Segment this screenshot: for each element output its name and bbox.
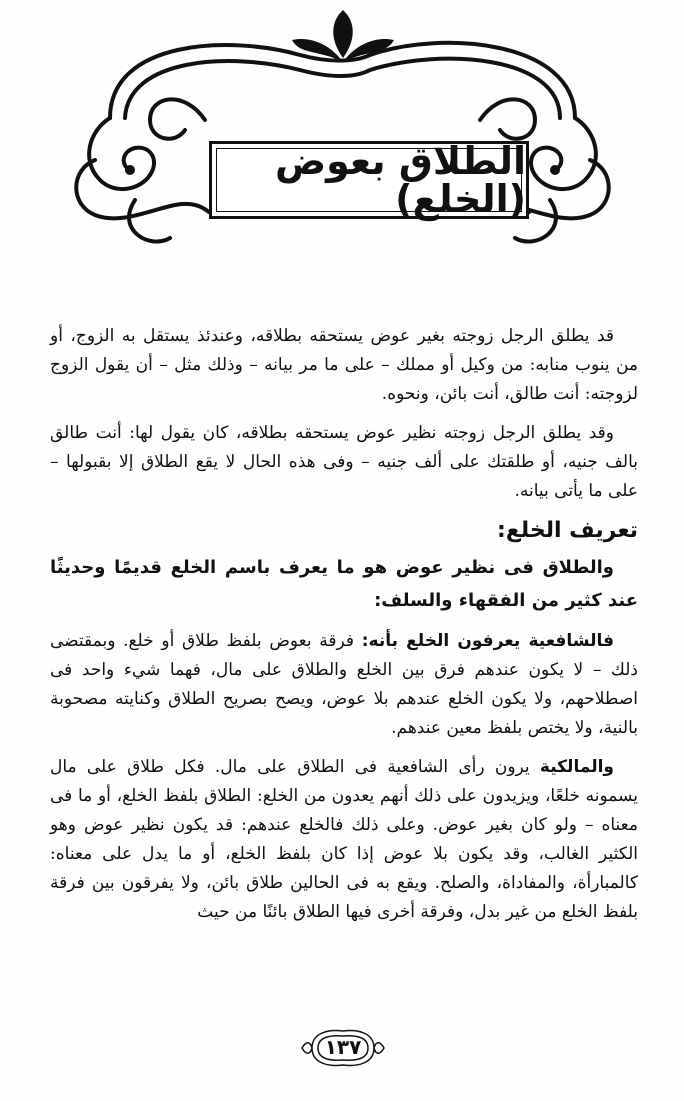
body-text [50,322,638,937]
shafii-paragraph [50,627,638,743]
title-frame [209,141,529,219]
page-title: الطلاق بعوض (الخلع) [274,139,526,221]
maliki-text: يرون رأى الشافعية فى الطلاق على مال. فكل طلاق على مال يسمونه خلعًا، ويزيدون على ذلك أنهم يعدون من الخلع: الطلاق بلفظ الخلع، أو ما فى معناه – ولو كان بغير عوض. وعلى ذلك فالخلع عندهم: قد يكون نظير عوض وهو الكثير الغالب، وقد يكون بلا عوض إذا كان بلفظ الخلع، أو ما يدل على معناه: كالمبارأة، والمفاداة، والصلح. ويقع به فى الحالين طلاق بائن، ولا يفرقون بين فرقة بلفظ الخلع من غير بدل، وفرقة أخرى فيها الطلاق بائنًا من حيث [50,757,638,922]
shafii-lead: فالشافعية يعرفون الخلع بأنه: [361,631,615,651]
paragraph: وقد يطلق الرجل زوجته نظير عوض يستحقه بطلاقه، كان يقول لها: أنت طالق بالف جنيه، أو طلقتك على ألف جنيه – وفى هذه الحال لا يقع الطلاق إلا بقبولها – على ما يأتى بيانه. [50,423,638,501]
paragraph: قد يطلق الرجل زوجته بغير عوض يستحقه بطلاقه، وعندئذ يستقل به الزوج، أو من ينوب منابه: من وكيل أو مملك – على ما مر بيانه – وذلك مثل – أن يقول الزوج لزوجته: أنت طالق، أنت بائن، ونحوه. [50,326,638,404]
maliki-paragraph [50,753,638,927]
page-number: ١٣٧ [324,1035,362,1059]
section-heading: تعريف الخلع: [497,518,638,543]
header-ornament [0,0,684,270]
intro-paragraph: والطلاق فى نظير عوض هو ما يعرف باسم الخلع قديمًا وحديثًا عند كثير من الفقهاء والسلف: [50,557,638,611]
maliki-lead: والمالكية [539,757,614,777]
shafii-text: فرقة بعوض بلفظ طلاق أو خلع. وبمقتضى ذلك – لا يكون عندهم فرق بين الخلع والطلاق على مال، فهما شيء واحد فى اصطلاحهم، ولا يكون الخلع عندهم بلا عوض، ويصح بصريح الطلاق وكنايته مصحوبة بالنية، ولا يختص بلفظ معين عندهم. [50,631,638,738]
